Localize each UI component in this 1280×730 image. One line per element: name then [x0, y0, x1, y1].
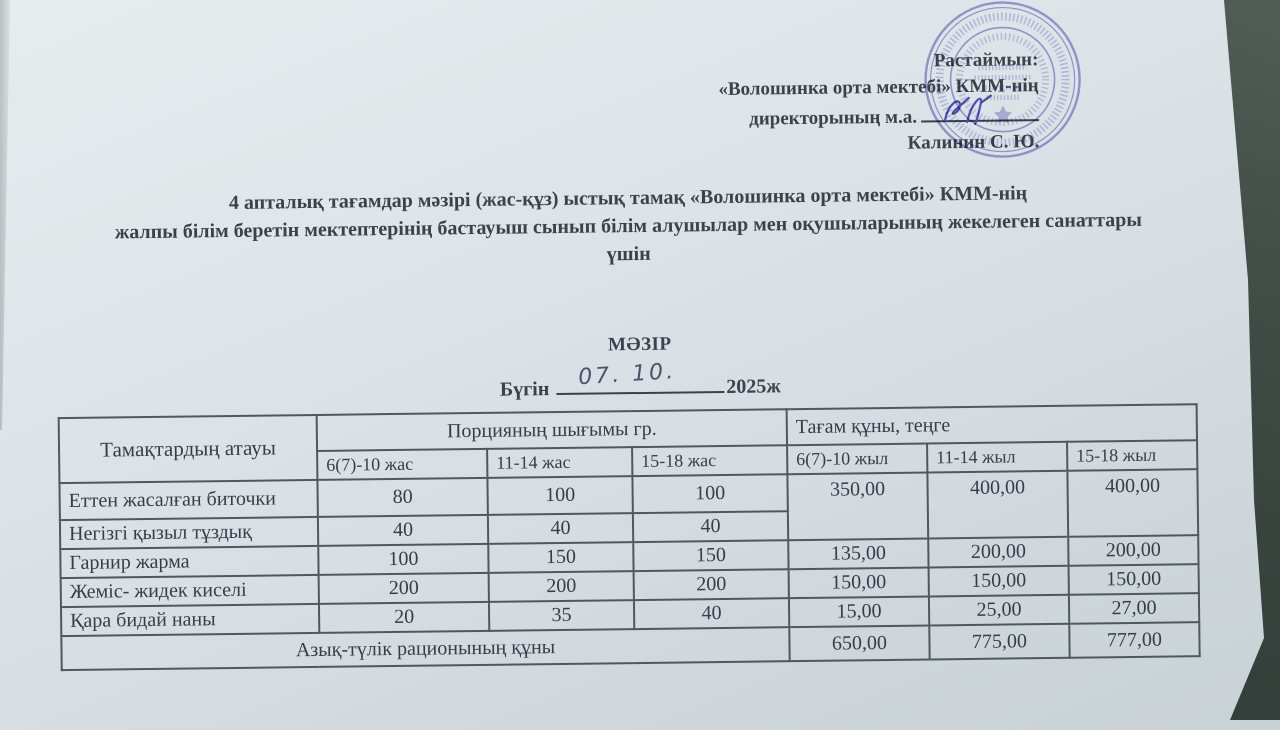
total-value-cell: 777,00: [1069, 622, 1199, 658]
approval-name-line: Калинин С. Ю.: [619, 129, 1039, 160]
approval-label: Растаймын:: [618, 47, 1038, 78]
total-value-cell: 650,00: [789, 625, 929, 661]
price-cell: 150,00: [789, 567, 929, 598]
total-value-cell: 775,00: [929, 624, 1069, 660]
portion-cell: 150: [633, 540, 788, 571]
portion-cell: 100: [487, 476, 632, 515]
price-cell: 135,00: [788, 538, 928, 569]
price-cell: 400,00: [1067, 469, 1198, 537]
portion-cell: 40: [488, 513, 633, 544]
subheader-price-1: 6(7)-10 жыл: [787, 443, 927, 474]
dish-name-cell: Негізгі қызыл тұздық: [60, 517, 318, 549]
price-cell: 200,00: [928, 537, 1068, 568]
subheader-age-2: 11-14 жас: [487, 447, 632, 478]
portion-cell: 40: [318, 515, 488, 546]
document-title: [38, 177, 1219, 275]
portion-cell: 35: [489, 600, 634, 631]
dish-name-cell: Жеміс- жидек киселі: [61, 575, 319, 607]
title-line-1: 4 апталық тағамдар мәзірі (жас-құз) ыстық тамақ «Волошинка орта мектебі» КММ-нің: [38, 177, 1218, 219]
price-cell: 150,00: [1069, 564, 1199, 595]
date-label: Бүгін: [500, 378, 550, 401]
portion-cell: 150: [488, 542, 633, 573]
price-cell: 200,00: [1068, 535, 1198, 566]
subheader-age-3: 15-18 жас: [632, 445, 787, 476]
portion-cell: 80: [317, 478, 487, 517]
price-cell: 25,00: [929, 595, 1069, 626]
title-line-2: жалпы білім беретін мектептерінің бастауыш сынып білім алушылар мен оқушыларының жекелеген санаттары: [38, 205, 1218, 247]
total-label-cell: Азық-түлік рационының құны: [61, 627, 789, 670]
header-price-group: Тағам құны, теңге: [787, 404, 1197, 445]
dish-name-cell: Гарнир жарма: [60, 546, 318, 578]
portion-cell: 200: [634, 569, 789, 600]
portion-cell: 100: [318, 544, 488, 575]
menu-heading: МӘЗІР: [0, 326, 1280, 364]
price-cell: 15,00: [789, 596, 929, 627]
dish-name-cell: Еттен жасалған биточки: [59, 480, 317, 520]
portion-cell: 100: [632, 474, 787, 513]
year-suffix: 2025ж: [726, 375, 781, 398]
price-cell: 27,00: [1069, 593, 1199, 624]
price-cell: 400,00: [927, 471, 1068, 539]
subheader-age-1: 6(7)-10 жас: [317, 449, 487, 480]
date-blank-line: [556, 367, 724, 395]
header-portion-group: Порцияның шығымы гр.: [317, 409, 787, 451]
portion-cell: 200: [489, 571, 634, 602]
title-line-3: үшін: [39, 233, 1219, 275]
portion-cell: 40: [633, 511, 788, 542]
portion-cell: 200: [319, 573, 489, 604]
portion-cell: 20: [319, 602, 489, 633]
handwritten-date: 07. 10.: [577, 359, 676, 390]
header-dish-name: Тамақтардың атауы: [59, 415, 318, 483]
portion-cell: 40: [634, 598, 789, 629]
subheader-price-3: 15-18 жыл: [1067, 440, 1197, 471]
price-cell: 350,00: [787, 472, 928, 540]
director-label: директорының м.а.: [749, 107, 917, 130]
dish-name-cell: Қара бидай наны: [61, 604, 319, 636]
price-cell: 150,00: [929, 566, 1069, 597]
approval-org-line: «Волошинка орта мектебі» КММ-нің: [619, 73, 1039, 104]
menu-table: [58, 403, 1201, 671]
official-stamp-icon: [920, 0, 1086, 163]
subheader-price-2: 11-14 жыл: [927, 442, 1067, 473]
date-line: [0, 360, 1280, 408]
